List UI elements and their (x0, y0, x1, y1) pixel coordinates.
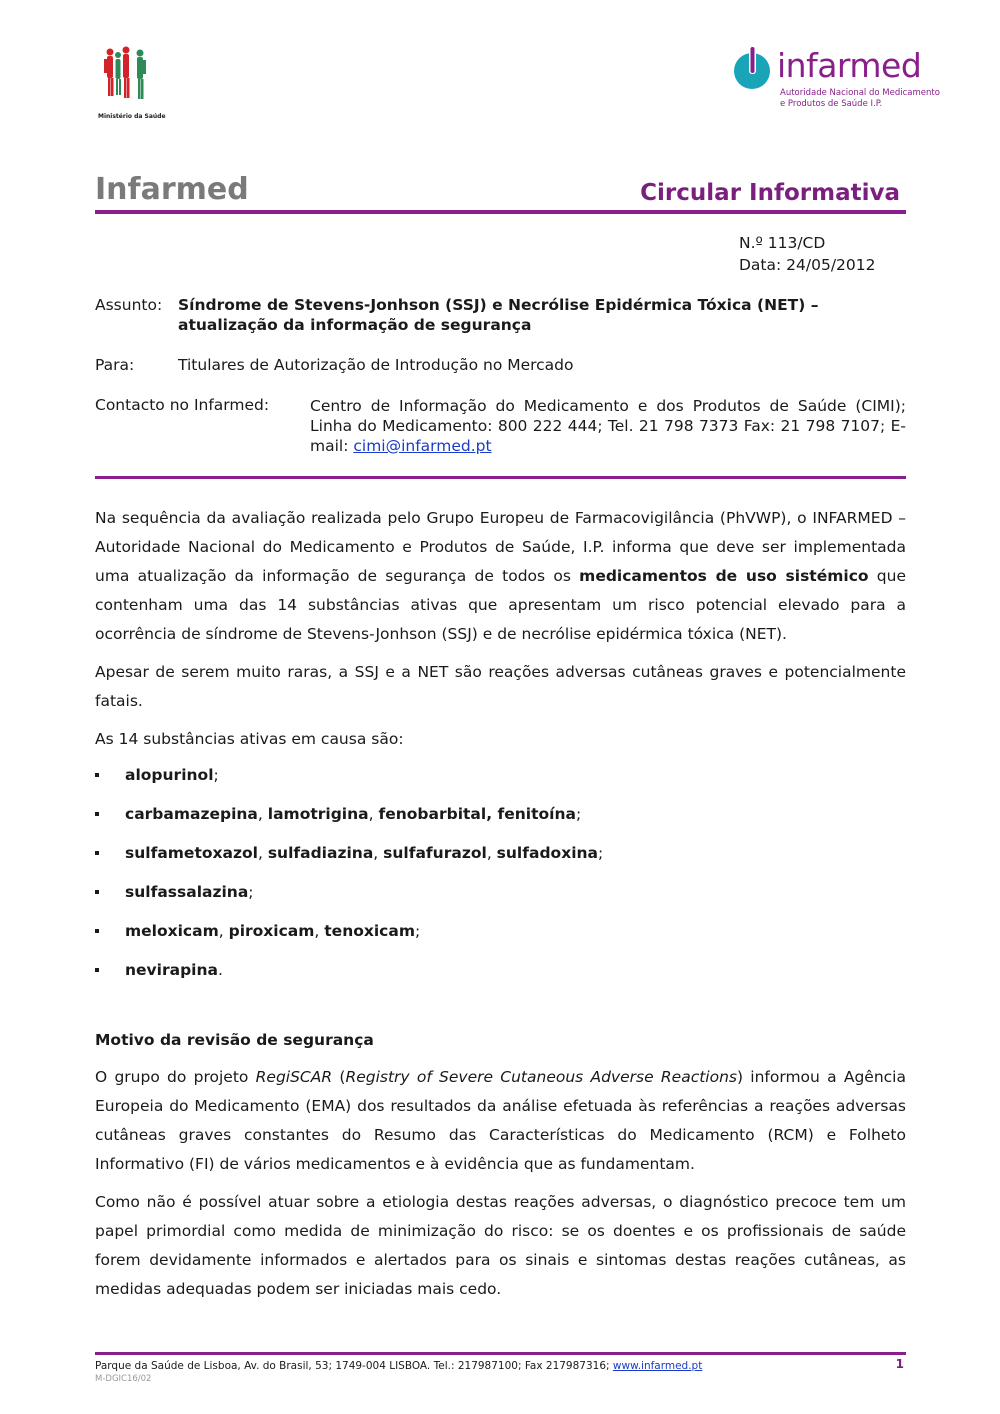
paragraph-intro: Na sequência da avaliação realizada pelo Grupo Europeu de Farmacovigilância (PhVWP), o INFARMED – Autoridade Nacional do Medicamento e Produtos de Saúde, I.P. informa que deve ser implementada uma atualização da informação de segurança de todos os medicamentos de uso sistémico que contenham uma das 14 substâncias ativas que apresentam um risco potencial elevado para a ocorrência de síndrome de Stevens-Jonhson (SSJ) e de necrólise epidérmica tóxica (NET). (95, 509, 906, 643)
to-value: Titulares de Autorização de Introdução no Mercado (178, 356, 574, 374)
substance-list (95, 765, 906, 999)
footer-divider (95, 1352, 906, 1355)
section-heading: Motivo da revisão de segurança (95, 1031, 374, 1049)
contact-text: Centro de Informação do Medicamento e dos Produtos de Saúde (CIMI); Linha do Medicamento: 800 222 444; Tel. 21 798 7373 Fax: 21 798 7107; E-mail: (310, 397, 906, 455)
subject-line-1: Síndrome de Stevens-Jonhson (SSJ) e Necrólise Epidérmica Tóxica (NET) – (178, 296, 819, 314)
circular-number: N.º 113/CD (739, 234, 826, 252)
subject-line-2: atualização da informação de segurança (178, 316, 532, 334)
main-content (95, 504, 906, 1304)
to-label: Para: (95, 356, 135, 374)
infarmed-logo (727, 46, 940, 116)
circular-date: Data: 24/05/2012 (739, 256, 876, 274)
ministry-caption: Ministério da Saúde (98, 113, 166, 120)
ministry-logo (98, 45, 166, 120)
list-item: alopurinol; (95, 765, 906, 804)
meta-divider (95, 476, 906, 479)
list-item: meloxicam, piroxicam, tenoxicam; (95, 921, 906, 960)
infarmed-mark-icon (727, 46, 777, 92)
contact-label: Contacto no Infarmed: (95, 396, 270, 414)
list-item: nevirapina. (95, 960, 906, 999)
header-divider (95, 210, 906, 214)
list-item: sulfametoxazol, sulfadiazina, sulfafurazol, sulfadoxina; (95, 843, 906, 882)
paragraph-substances-intro: As 14 substâncias ativas em causa são: (95, 730, 404, 748)
infarmed-logo-subtitle-1: Autoridade Nacional do Medicamento (780, 88, 940, 98)
page-number: 1 (895, 1357, 904, 1371)
ministry-figures-icon (98, 45, 158, 107)
paragraph-risk: Apesar de serem muito raras, a SSJ e a NET são reações adversas cutâneas graves e potencialmente fatais. (95, 663, 906, 710)
contact-email-link[interactable]: cimi@infarmed.pt (353, 437, 492, 455)
infarmed-logo-subtitle-2: e Produtos de Saúde I.P. (780, 99, 883, 109)
list-item: carbamazepina, lamotrigina, fenobarbital, fenitoína; (95, 804, 906, 843)
footer-address: Parque da Saúde de Lisboa, Av. do Brasil, 53; 1749-004 LISBOA. Tel.: 217987100; Fax 217987316; www.infarmed.pt (95, 1360, 703, 1372)
subject-label: Assunto: (95, 296, 163, 314)
form-code: M-DGIC16/02 (95, 1374, 152, 1384)
paragraph-diagnosis: Como não é possível atuar sobre a etiologia destas reações adversas, o diagnóstico precoce tem um papel primordial como medida de minimização do risco: se os doentes e os profissionais de saúde forem devidamente informados e alertados para os sinais e sintomas destas reações cutâneas, as medidas adequadas podem ser iniciadas mais cedo. (95, 1193, 906, 1298)
footer-website-link[interactable]: www.infarmed.pt (612, 1360, 703, 1372)
infarmed-logo-name: infarmed (777, 46, 922, 85)
doc-type-title: Circular Informativa (640, 180, 900, 206)
contact-block (310, 396, 906, 456)
list-item: sulfassalazina; (95, 882, 906, 921)
paragraph-regiscar: O grupo do projeto RegiSCAR (Registry of Severe Cutaneous Adverse Reactions) informou a Agência Europeia do Medicamento (EMA) dos resultados da análise efetuada às referências a reações adversas cutâneas graves constantes do Resumo das Características do Medicamento (RCM) e Folheto Informativo (FI) de vários medicamentos e à evidência que as fundamentam. (95, 1068, 906, 1173)
brand-title: Infarmed (95, 172, 249, 207)
